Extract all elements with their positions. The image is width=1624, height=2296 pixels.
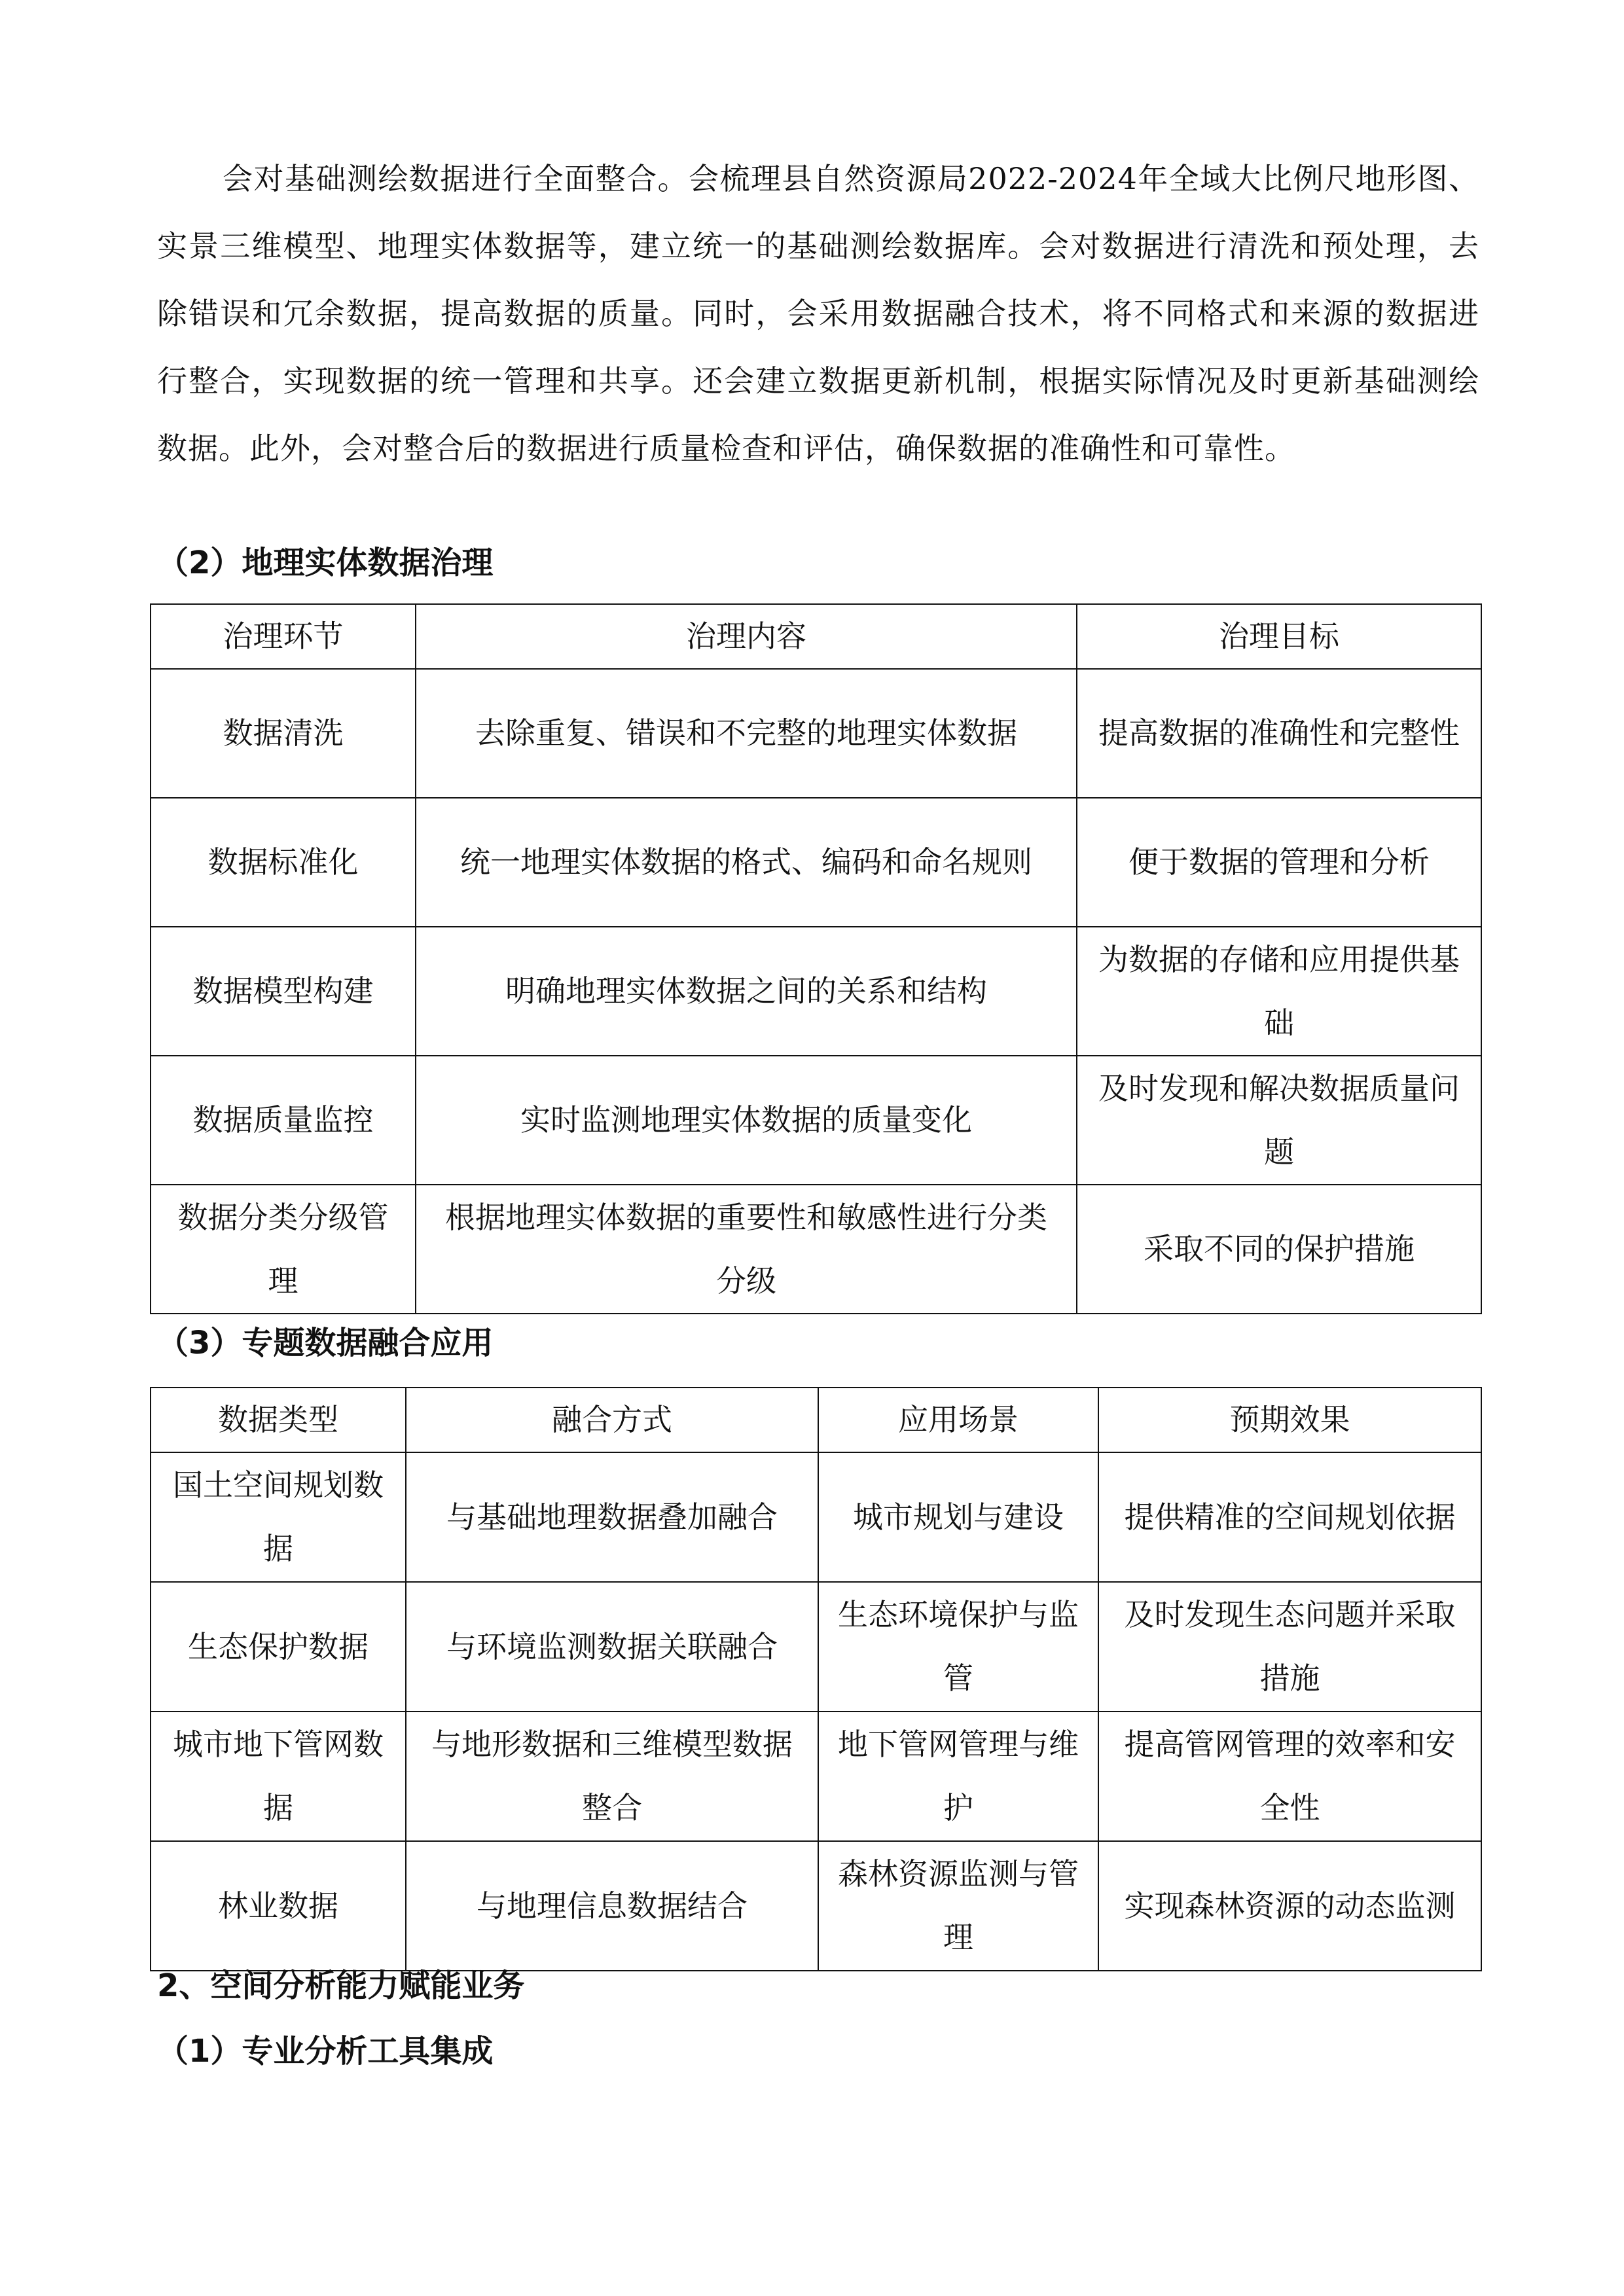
table-cell: 数据质量监控	[151, 1056, 416, 1185]
table-cell: 森林资源监测与管理	[818, 1841, 1098, 1971]
table-cell: 城市地下管网数据	[151, 1712, 406, 1841]
table-row	[151, 1056, 1481, 1185]
table-cell: 数据分类分级管理	[151, 1185, 416, 1314]
column-header: 预期效果	[1098, 1388, 1481, 1452]
table-cell: 与地理信息数据结合	[406, 1841, 818, 1971]
table-row	[151, 669, 1481, 798]
intro-paragraph: 会对基础测绘数据进行全面整合。会梳理县自然资源局2022-2024年全域大比例尺地形图、实景三维模型、地理实体数据等，建立统一的基础测绘数据库。会对数据进行清洗和预处理，去除错误和冗余数据，提高数据的质量。同时，会采用数据融合技术，将不同格式和来源的数据进行整合，实现数据的统一管理和共享。还会建立数据更新机制，根据实际情况及时更新基础测绘数据。此外，会对整合后的数据进行质量检查和评估，确保数据的准确性和可靠性。	[157, 161, 1479, 466]
table-cell: 与基础地理数据叠加融合	[406, 1452, 818, 1582]
column-header: 治理环节	[151, 604, 416, 669]
column-header: 数据类型	[151, 1388, 406, 1452]
column-header: 融合方式	[406, 1388, 818, 1452]
table-cell: 提高数据的准确性和完整性	[1077, 669, 1481, 798]
section-heading-entity-governance: （2）地理实体数据治理	[157, 545, 494, 581]
table-cell: 去除重复、错误和不完整的地理实体数据	[416, 669, 1077, 798]
table-header-row	[151, 604, 1481, 669]
table-cell: 统一地理实体数据的格式、编码和命名规则	[416, 798, 1077, 927]
section-heading-spatial-analysis: 2、空间分析能力赋能业务	[157, 1967, 525, 2004]
table-cell: 实时监测地理实体数据的质量变化	[416, 1056, 1077, 1185]
table-cell: 城市规划与建设	[818, 1452, 1098, 1582]
section-heading-thematic-fusion: （3）专题数据融合应用	[157, 1325, 494, 1361]
column-header: 治理内容	[416, 604, 1077, 669]
subsection-heading-analysis-tools: （1）专业分析工具集成	[157, 2033, 494, 2070]
table-header-row	[151, 1388, 1481, 1452]
table-cell: 及时发现和解决数据质量问题	[1077, 1056, 1481, 1185]
table-cell: 实现森林资源的动态监测	[1098, 1841, 1481, 1971]
table-row	[151, 927, 1481, 1056]
table-cell: 生态环境保护与监管	[818, 1582, 1098, 1712]
table-row	[151, 1841, 1481, 1971]
table-row	[151, 1452, 1481, 1582]
table-row	[151, 798, 1481, 927]
column-header: 治理目标	[1077, 604, 1481, 669]
table-cell: 生态保护数据	[151, 1582, 406, 1712]
table-cell: 便于数据的管理和分析	[1077, 798, 1481, 927]
column-header: 应用场景	[818, 1388, 1098, 1452]
entity-governance-table	[150, 603, 1482, 1314]
table-cell: 提供精准的空间规划依据	[1098, 1452, 1481, 1582]
table-cell: 明确地理实体数据之间的关系和结构	[416, 927, 1077, 1056]
table-cell: 及时发现生态问题并采取措施	[1098, 1582, 1481, 1712]
table-cell: 数据清洗	[151, 669, 416, 798]
thematic-fusion-table	[150, 1387, 1482, 1971]
table-cell: 数据标准化	[151, 798, 416, 927]
table-cell: 采取不同的保护措施	[1077, 1185, 1481, 1314]
table-cell: 国土空间规划数据	[151, 1452, 406, 1582]
table-row	[151, 1582, 1481, 1712]
table-cell: 地下管网管理与维护	[818, 1712, 1098, 1841]
table-cell: 与地形数据和三维模型数据整合	[406, 1712, 818, 1841]
table-cell: 为数据的存储和应用提供基础	[1077, 927, 1481, 1056]
table-cell: 数据模型构建	[151, 927, 416, 1056]
table-row	[151, 1712, 1481, 1841]
table-row	[151, 1185, 1481, 1314]
table-cell: 与环境监测数据关联融合	[406, 1582, 818, 1712]
table-cell: 根据地理实体数据的重要性和敏感性进行分类分级	[416, 1185, 1077, 1314]
table-cell: 林业数据	[151, 1841, 406, 1971]
table-cell: 提高管网管理的效率和安全性	[1098, 1712, 1481, 1841]
